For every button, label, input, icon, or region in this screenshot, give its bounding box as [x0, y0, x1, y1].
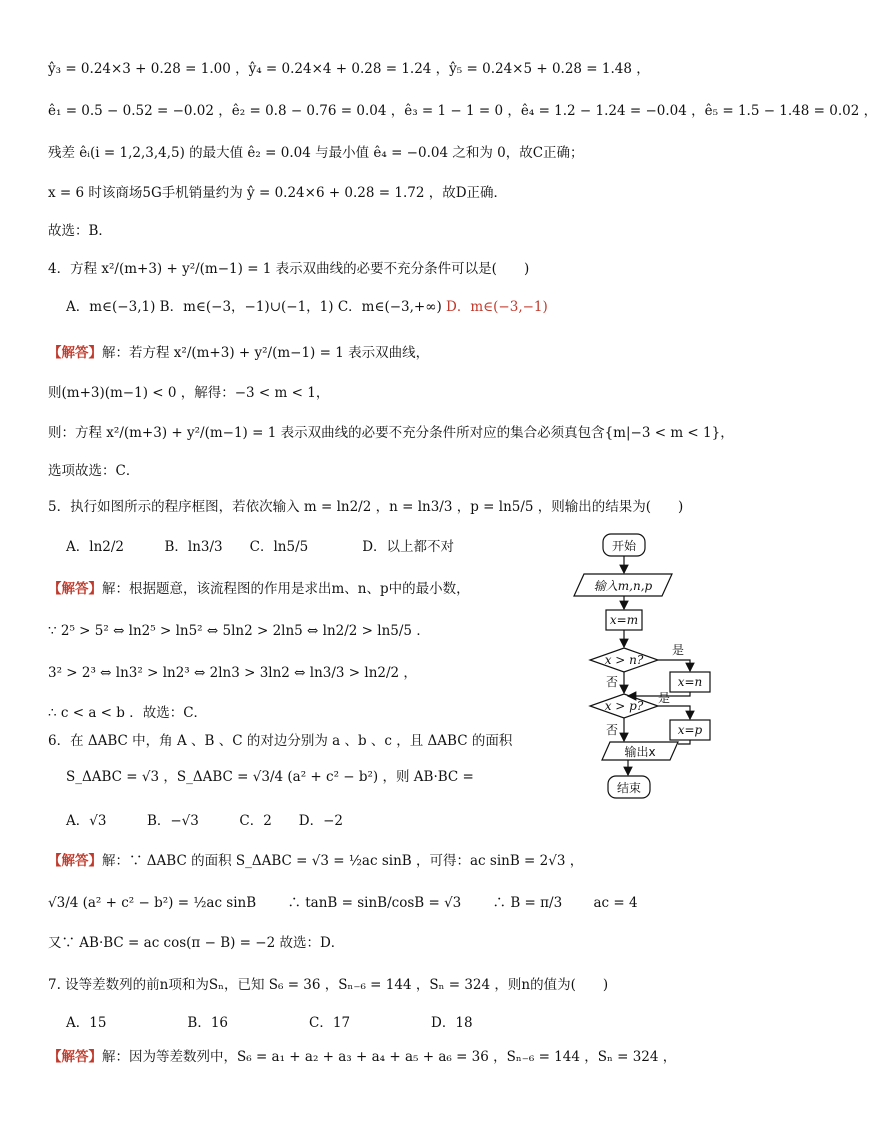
solution-tag: 【解答】: [48, 1049, 102, 1065]
prediction-line: x = 6 时该商场5G手机销量约为 ŷ = 0.24×6 + 0.28 = 1.72 ，故D正确．: [48, 185, 508, 201]
solution-tag: 【解答】: [48, 853, 102, 869]
flow-start-label: 开始: [611, 539, 637, 553]
solution-5-line-4: ∴ c < a < b ．故选：C．: [48, 705, 208, 721]
question-5: 5．执行如图所示的程序框图，若依次输入 m = ln2/2 ，n = ln3/3 ，p = ln5/5 ，则输出的结果为( ): [48, 499, 684, 515]
answer-3-line: 故选：B．: [48, 223, 112, 239]
solution-7-line-1: 【解答】解：因为等差数列中，S₆ = a₁ + a₂ + a₃ + a₄ + a₅ + a₆ = 36 ，Sₙ₋₆ = 144 ，Sₙ = 324 ，: [48, 1049, 677, 1065]
question-6: 6．在 ΔABC 中，角 A 、B 、C 的对边分别为 a 、b 、c ，且 ΔABC 的面积: [48, 733, 513, 749]
flow-output-label: 输出x: [624, 745, 656, 759]
solution-4-line-2: 则(m+3)(m−1) < 0 ，解得：−3 < m < 1，: [48, 385, 330, 401]
flow-end-label: 结束: [616, 781, 642, 795]
residual-sum-line: 残差 êᵢ(i = 1,2,3,4,5) 的最大值 ê₂ = 0.04 与最小值 ê₄ = −0.04 之和为 0，故C正确；: [48, 145, 584, 161]
question-7: 7. 设等差数列的前n项和为Sₙ，已知 S₆ = 36 ，Sₙ₋₆ = 144 ，Sₙ = 324 ，则n的值为( ): [48, 977, 609, 993]
flow-assign-p-label: x=p: [677, 723, 703, 737]
solution-5-line-3: 3² > 2³ ⇔ ln3² > ln2³ ⇔ 2ln3 > 3ln2 ⇔ ln3/3 > ln2/2 ，: [48, 665, 417, 681]
solution-4-line-4: 选项故选：C．: [48, 463, 140, 479]
flow-no-2-label: 否: [606, 723, 619, 737]
solution-6-line-1: 【解答】解：∵ ΔABC 的面积 S_ΔABC = √3 = ½ac sinB ，可得：ac sinB = 2√3 ，: [48, 853, 584, 869]
solution-6-line-2: √3/4 (a² + c² − b²) = ½ac sinB ∴ tanB = sinB/cosB = √3 ∴ B = π/3 ac = 4: [48, 895, 638, 911]
regression-values-line: ŷ₃ = 0.24×3 + 0.28 = 1.00 ，ŷ₄ = 0.24×4 + 0.28 = 1.24 ，ŷ₅ = 0.24×5 + 0.28 = 1.48 ，: [48, 61, 650, 77]
solution-6-line-3: 又∵ AB·BC = ac cos(π − B) = −2 故选：D．: [48, 935, 345, 951]
program-flowchart: [566, 526, 766, 806]
solution-5-line-1: 【解答】解：根据题意，该流程图的作用是求出m、n、p中的最小数，: [48, 581, 470, 597]
residuals-line: ê₁ = 0.5 − 0.52 = −0.02 ，ê₂ = 0.8 − 0.76 = 0.04 ，ê₃ = 1 − 1 = 0 ，ê₄ = 1.2 − 1.24 = −0.04 ，ê₅ = 1.5 − 1.48 = 0.02 ，: [48, 103, 877, 119]
flow-assign-m-label: x=m: [609, 613, 639, 627]
question-5-options: A．ln2/2 B．ln3/3 C．ln5/5 D．以上都不对: [66, 539, 455, 555]
flow-cond-n-label: x > n?: [604, 653, 644, 667]
solution-tag: 【解答】: [48, 345, 102, 361]
solution-4-line-3: 则：方程 x²/(m+3) + y²/(m−1) = 1 表示双曲线的必要不充分条件所对应的集合必须真包含{m|−3 < m < 1}，: [48, 425, 734, 441]
flow-assign-n-label: x=n: [677, 675, 703, 689]
flow-input-label: 输入m,n,p: [593, 579, 653, 593]
solution-5-line-2: ∵ 2⁵ > 5² ⇔ ln2⁵ > ln5² ⇔ 5ln2 > 2ln5 ⇔ ln2/2 > ln5/5 ．: [48, 623, 430, 639]
question-6-options: A．√3 B．−√3 C．2 D．−2: [66, 813, 344, 829]
flow-no-1-label: 否: [606, 675, 619, 689]
solution-tag: 【解答】: [48, 581, 102, 597]
flow-yes-1-label: 是: [672, 643, 685, 657]
question-4-options: [66, 298, 548, 316]
question-4-options-abc: A．m∈(−3,1) B．m∈(−3，−1)∪(−1，1) C．m∈(−3,+∞): [66, 299, 442, 315]
question-4: 4．方程 x²/(m+3) + y²/(m−1) = 1 表示双曲线的必要不充分条件可以是( ): [48, 261, 530, 277]
question-4-option-d: D．m∈(−3,−1): [446, 299, 548, 315]
flow-cond-p-label: x > p?: [604, 699, 644, 713]
solution-4-line-1: 【解答】解：若方程 x²/(m+3) + y²/(m−1) = 1 表示双曲线，: [48, 345, 430, 361]
question-7-options: A．15 B．16 C．17 D．18: [66, 1015, 473, 1031]
question-6-line-2: S_ΔABC = √3 ，S_ΔABC = √3/4 (a² + c² − b²) ，则 AB·BC =: [66, 769, 474, 785]
flow-yes-2-label: 是: [658, 691, 671, 705]
